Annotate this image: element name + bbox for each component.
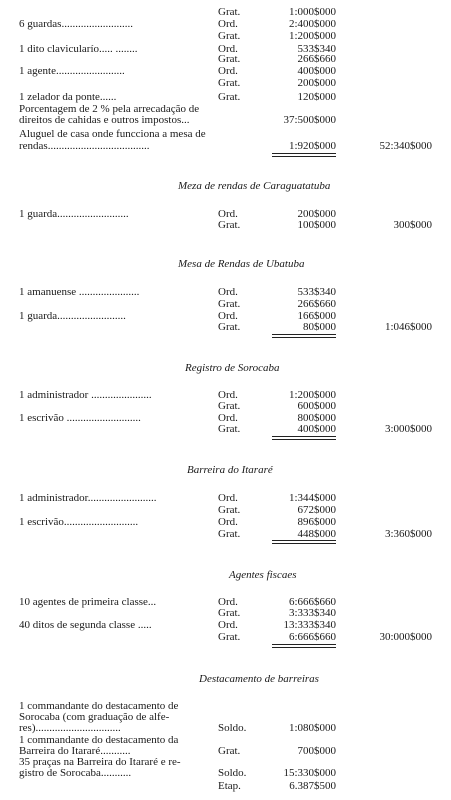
row-total: 3:000$000 xyxy=(384,423,432,435)
row-label: 1 administrador......................... xyxy=(19,492,157,504)
row-label: Porcentagem de 2 % pela arrecadação de xyxy=(19,103,200,115)
row-label: 35 praças na Barreira do Itararé e re- xyxy=(19,756,181,768)
row-type: Grat. xyxy=(218,504,241,516)
row-type: Grat. xyxy=(218,423,241,435)
row-type: Ord. xyxy=(218,208,238,220)
row-type: Grat. xyxy=(218,91,241,103)
row-amount: 1:920$000 xyxy=(288,140,336,152)
row-label: Aluguel de casa onde funcciona a mesa de xyxy=(19,128,206,140)
section-heading: Registro de Sorocaba xyxy=(185,362,280,374)
row-type: Grat. xyxy=(218,321,241,333)
row-type: Ord. xyxy=(218,65,238,77)
total-rule xyxy=(272,436,336,437)
row-amount: 266$660 xyxy=(297,298,336,310)
row-label: rendas..................................... xyxy=(19,140,150,152)
row-type: Ord. xyxy=(218,389,238,401)
row-type: Ord. xyxy=(218,516,238,528)
total-rule xyxy=(272,439,336,440)
total-rule xyxy=(272,644,336,645)
row-type: Ord. xyxy=(218,286,238,298)
row-total: 1:046$000 xyxy=(384,321,432,333)
row-type: Grat. xyxy=(218,53,241,65)
row-total: 30:000$000 xyxy=(379,631,432,643)
row-amount: 37:500$000 xyxy=(283,114,336,126)
row-label: 40 ditos de segunda classe ..... xyxy=(19,619,152,631)
section-heading: Destacamento de barreiras xyxy=(199,673,319,685)
row-label: 1 agente......................... xyxy=(19,65,125,77)
row-label: 1 amanuense ...................... xyxy=(19,286,140,298)
row-total: 3:360$000 xyxy=(384,528,432,540)
total-rule xyxy=(272,647,336,648)
row-type: Ord. xyxy=(218,619,238,631)
row-type: Grat. xyxy=(218,400,241,412)
row-type: Ord. xyxy=(218,18,238,30)
row-type: Ord. xyxy=(218,412,238,424)
row-label: 1 escrivão........................... xyxy=(19,516,139,528)
row-amount: 6:666$660 xyxy=(288,596,336,608)
row-amount: 700$000 xyxy=(297,745,336,757)
row-amount: 1:200$000 xyxy=(288,389,336,401)
row-amount: 400$000 xyxy=(297,65,336,77)
row-amount: 533$340 xyxy=(297,286,336,298)
row-label: 6 guardas.......................... xyxy=(19,18,133,30)
row-type: Grat. xyxy=(218,77,241,89)
section-heading: Mesa de Rendas de Ubatuba xyxy=(178,258,305,270)
row-type: Grat. xyxy=(218,30,241,42)
row-amount: 1:000$000 xyxy=(288,6,336,18)
row-amount: 100$000 xyxy=(297,219,336,231)
row-type: Grat. xyxy=(218,607,241,619)
row-amount: 166$000 xyxy=(297,310,336,322)
row-amount: 1:344$000 xyxy=(288,492,336,504)
row-label: 1 escrivão ........................... xyxy=(19,412,141,424)
row-type: Ord. xyxy=(218,492,238,504)
row-label: 1 administrador ...................... xyxy=(19,389,152,401)
row-amount: 200$000 xyxy=(297,208,336,220)
row-label: Sorocaba (com graduação de alfe- xyxy=(19,711,170,723)
row-label: 1 commandante do destacamento da xyxy=(19,734,179,746)
row-label: gistro de Sorocaba........... xyxy=(19,767,132,779)
row-type: Grat. xyxy=(218,6,241,18)
total-rule xyxy=(272,156,336,157)
row-type: Ord. xyxy=(218,596,238,608)
row-amount: 448$000 xyxy=(297,528,336,540)
row-label: 10 agentes de primeira classe... xyxy=(19,596,157,608)
row-type: Grat. xyxy=(218,528,241,540)
row-amount: 1:080$000 xyxy=(288,722,336,734)
row-amount: 13:333$340 xyxy=(283,619,336,631)
row-type: Grat. xyxy=(218,631,241,643)
row-amount: 533$340 xyxy=(297,43,336,55)
row-label: 1 zelador da ponte...... xyxy=(19,91,117,103)
row-type: Ord. xyxy=(218,310,238,322)
row-label: 1 dito clavicularío..... ........ xyxy=(19,43,138,55)
row-amount: 600$000 xyxy=(297,400,336,412)
row-amount: 15:330$000 xyxy=(283,767,336,779)
row-amount: 896$000 xyxy=(297,516,336,528)
row-type: Etap. xyxy=(218,780,241,792)
row-amount: 672$000 xyxy=(297,504,336,516)
total-rule xyxy=(272,334,336,335)
section-heading: Meza de rendas de Caraguatatuba xyxy=(178,180,331,192)
total-rule xyxy=(272,337,336,338)
row-amount: 6:666$660 xyxy=(288,631,336,643)
row-amount: 400$000 xyxy=(297,423,336,435)
row-label: Barreira do Itararé........... xyxy=(19,745,131,757)
total-rule xyxy=(272,543,336,544)
row-amount: 2:400$000 xyxy=(288,18,336,30)
row-amount: 3:333$340 xyxy=(288,607,336,619)
total-rule xyxy=(272,540,336,541)
row-amount: 266$660 xyxy=(297,53,336,65)
row-amount: 200$000 xyxy=(297,77,336,89)
row-label: 1 commandante do destacamento de xyxy=(19,700,179,712)
section-heading: Barreira do Itararé xyxy=(187,464,273,476)
row-type: Grat. xyxy=(218,298,241,310)
row-label: direitos de cahidas e outros impostos... xyxy=(19,114,190,126)
row-amount: 120$000 xyxy=(297,91,336,103)
row-amount: 6.387$500 xyxy=(289,780,336,792)
row-type: Grat. xyxy=(218,219,241,231)
row-amount: 1:200$000 xyxy=(288,30,336,42)
row-label: res)............................... xyxy=(19,722,121,734)
row-type: Ord. xyxy=(218,43,238,55)
row-amount: 80$000 xyxy=(303,321,336,333)
row-total: 52:340$000 xyxy=(379,140,432,152)
row-label: 1 guarda.......................... xyxy=(19,208,129,220)
section-heading: Agentes fiscaes xyxy=(229,569,297,581)
row-type: Grat. xyxy=(218,745,241,757)
total-rule xyxy=(272,153,336,154)
row-type: Soldo. xyxy=(218,767,247,779)
row-label: 1 guarda......................... xyxy=(19,310,126,322)
row-type: Soldo. xyxy=(218,722,247,734)
row-amount: 800$000 xyxy=(297,412,336,424)
row-total: 300$000 xyxy=(393,219,432,231)
